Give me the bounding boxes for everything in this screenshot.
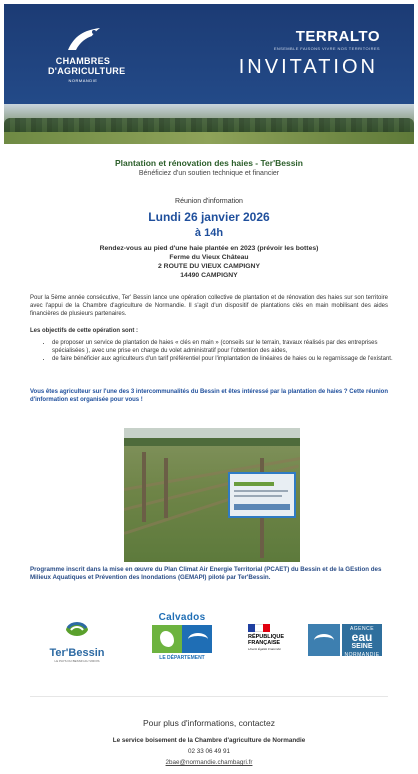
terbessin-logo — [40, 616, 114, 663]
partner-logos — [0, 608, 418, 672]
venue-city: 14490 CAMPIGNY — [180, 272, 238, 279]
venue-name: Ferme du Vieux Château — [169, 254, 249, 261]
terbessin-icon — [62, 616, 92, 640]
calvados-logo — [150, 612, 214, 661]
photo-treeline — [124, 438, 300, 446]
objectives-heading: Les objectifs de cette opération sont : — [30, 328, 139, 334]
terbessin-tagline: LE PAYS DU BESSIN AU VIROIS — [54, 659, 100, 663]
calvados-name: Calvados — [158, 612, 206, 623]
org-name: CHAMBRES D'AGRICULTURE — [48, 56, 126, 76]
banner-hedgerow — [4, 118, 414, 132]
agence-eau-emblem — [308, 624, 340, 656]
hedge-photo — [124, 428, 300, 562]
list-item: • de faire bénéficier aux agriculteurs d'un tarif préférentiel pour l'implantation de linéaires de haies ou le regarnissage de l'existant. — [52, 356, 394, 364]
header-banner — [4, 4, 414, 144]
contact-phone: 02 33 06 49 91 — [187, 748, 231, 755]
contact-title: Pour plus d'informations, contactez — [142, 718, 276, 728]
agence-eau-logo — [308, 622, 382, 658]
event-date: Lundi 26 janvier 2026 — [148, 210, 270, 224]
terbessin-name: Ter'Bessin — [49, 647, 105, 659]
calvados-emblem — [152, 625, 212, 653]
bird-icon — [62, 24, 104, 54]
photo-post — [164, 458, 168, 518]
banner-landscape — [4, 104, 414, 144]
contact-service: Le service boisement de la Chambre d'agriculture de Normandie — [112, 737, 306, 744]
republique-motto: Liberté Égalité Fraternité — [248, 647, 281, 651]
org-sub: NORMANDIE — [68, 78, 98, 83]
event-time: à 14h — [194, 227, 224, 239]
rendezvous-note: Rendez-vous au pied d'une haie plantée en 2023 (prévoir les bottes) — [99, 245, 319, 252]
event-title: Plantation et rénovation des haies - Ter'Bessin — [115, 158, 303, 168]
program-note: Programme inscrit dans la mise en œuvre du Plan Climat Air Energie Territorial (PCAET) du Bessin et de la GEstion des Milieux Aquatiques et Prévention des Inondations (GEMAPI) piloté par Ter'Bessin. — [30, 566, 382, 582]
question-paragraph: Vous êtes agriculteur sur l'une des 3 intercommunalités du Bessin et êtes intéressé par la plantation de haies ? Cette réunion d'information est organisée pour vous ! — [30, 389, 388, 404]
flag-icon — [248, 624, 270, 632]
photo-post — [142, 452, 146, 522]
republique-francaise-logo — [248, 624, 298, 651]
objectives-list — [44, 340, 394, 365]
terralto-brand: TERRALTO — [295, 28, 380, 45]
agence-eau-text: AGENCE eau SEINE NORMANDIE — [342, 624, 382, 656]
intro-paragraph: Pour la 5ème année consécutive, Ter' Bessin lance une opération collective de plantation et de rénovation des haies sur son territoire avec l'appui de la Chambre d'agriculture de Normandie. Il s'agit d'un dispositif de plantations clés en main mobilisant des aides financières de plusieurs partenaires. — [30, 295, 388, 318]
chambres-agriculture-logo — [48, 24, 126, 83]
event-subtitle: Bénéficiez d'un soutien technique et financier — [138, 170, 280, 177]
contact-email-link[interactable]: 2bae@normandie.chambagri.fr — [165, 759, 253, 766]
reunion-label: Réunion d'information — [175, 198, 243, 205]
banner-field — [4, 132, 414, 144]
divider — [30, 696, 388, 697]
invitation-heading: INVITATION — [238, 56, 378, 78]
calvados-sub: LE DÉPARTEMENT — [159, 655, 205, 661]
terralto-tagline: ENSEMBLE FAISONS VIVRE NOS TERRITOIRES — [273, 46, 380, 51]
republique-name: RÉPUBLIQUE FRANÇAISE — [248, 634, 285, 646]
list-item: • de proposer un service de plantation de haies « clés en main » (conseils sur le terrain, travaux réalisés par des entreprises spécialisées ), avec une prise en charge du volet administratif pour l'obtention des aides, — [52, 340, 394, 355]
venue-street: 2 ROUTE DU VIEUX CAMPIGNY — [158, 263, 260, 270]
photo-sign — [228, 472, 296, 518]
